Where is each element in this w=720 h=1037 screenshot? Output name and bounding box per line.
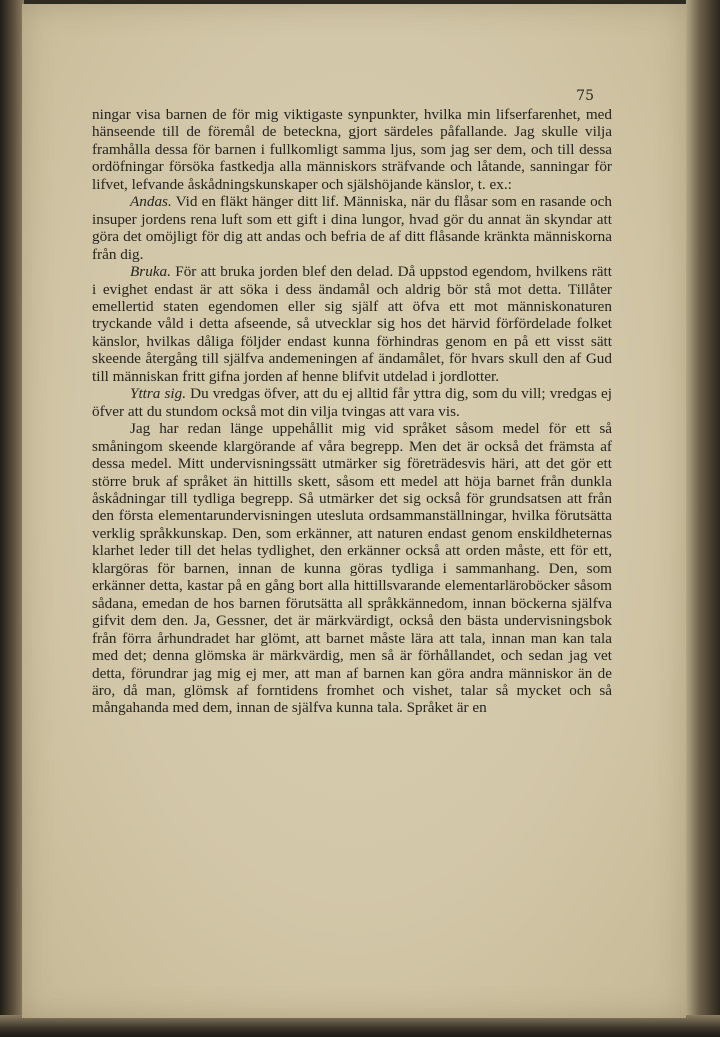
scan-edge-right (686, 0, 720, 1037)
body-text (92, 106, 612, 717)
paragraph-text: För att bruka jorden blef den delad. Då uppstod egendom, hvilkens rätt i evighet endast är att söka i dess ändamål och aldrig bör stå mot detta. Tillåter emellertid staten egendomen eller sig själf att öfva ett mot människonaturen tryckande våld i detta afseende, så utvecklar sig hos det härvid förfördelade folket känslor, hvilkas dåliga följder endast kunna förhindras genom en på ett visst sätt skeende återgång till själfva andemeningen af ändamålet, för hvars skull den af Gud till människan fritt gifna jorden af henne blifvit utdelad i jordlotter. (92, 263, 612, 385)
paragraph (92, 106, 612, 193)
paragraph-term: Yttra sig. (130, 385, 187, 403)
paragraph-text: Jag har redan länge uppehållit mig vid språket såsom medel för ett så småningom skeende klargörande af våra begrepp. Men det är också det främsta af dessa medel. Mitt undervisningssätt utmärker sig företrädesvis häri, att det gör ett större bruk af språket än hittills skett, såsom ett medel att höja barnet från dunkla åskådningar till tydliga begrepp. Så utmärker det sig också för grundsatsen att från den första elementarundervisningen utesluta ordsammanställningar, hvilka förutsätta verklig språkkunskap. Den, som erkänner, att naturen endast genom enskildheternas klarhet leder till det helas tydlighet, den erkänner också att orden måste, ett för ett, klargöras för barnen, innan de kunna göras tydliga i sammanhang. Den, som erkänner detta, kastar på en gång bort alla hittillsvarande elementarläroböcker såsom sådana, emedan de hos barnen förutsätta all språkkännedom, innan böckerna själfva gifvit dem den. Ja, Gessner, det är märkvärdigt, också den bästa undervisningsbok från förra århundradet har glömt, att barnet måste lära att tala, innan man kan tala med det; denna glömska är märkvärdig, men så är förhållandet, och sedan jag vet detta, förundrar jag mig ej mer, att man af barnen kan göra andra människor än de äro, då man, glömsk af forntidens fromhet och vishet, talar så mycket och så mångahanda med dem, innan de själfva kunna tala. Språket är en (92, 420, 612, 717)
paragraph-term: Bruka. (130, 263, 171, 281)
paragraph (92, 385, 612, 420)
paragraph (92, 420, 612, 717)
paragraph (92, 193, 612, 263)
paragraph-text: Vid en fläkt hänger ditt lif. Människa, när du flåsar som en rasande och insuper jordens rena luft som ett gift i dina lungor, hvad gör du annat än skyndar att göra det omöjligt för dig att andas och befria de af ditt flåsande kränkta människorna från dig. (92, 193, 612, 263)
paragraph-text: Du vredgas öfver, att du ej alltid får yttra dig, som du vill; vredgas ej öfver att du stundom också mot din vilja tvingas att vara vis. (92, 385, 612, 420)
scan-edge-bottom (0, 1015, 720, 1037)
paragraph-term: Andas. (130, 193, 172, 211)
page-number: 75 (576, 88, 594, 104)
paragraph (92, 263, 612, 385)
scan-edge-left (0, 0, 24, 1037)
paragraph-text: ningar visa barnen de för mig viktigaste synpunkter, hvilka min lifserfarenhet, med hänseende till de föremål de beteckna, gjort särdeles påfallande. Jag skulle vilja framhålla dessa för barnen i fullkomligt samma ljus, som jag ser dem, och till dessa ordöfningar försöka fastkedja alla människors sträfvande och låtande, sanningar för lifvet, lefvande åskådningskunskaper och själshöjande känslor, t. ex.: (92, 106, 612, 193)
